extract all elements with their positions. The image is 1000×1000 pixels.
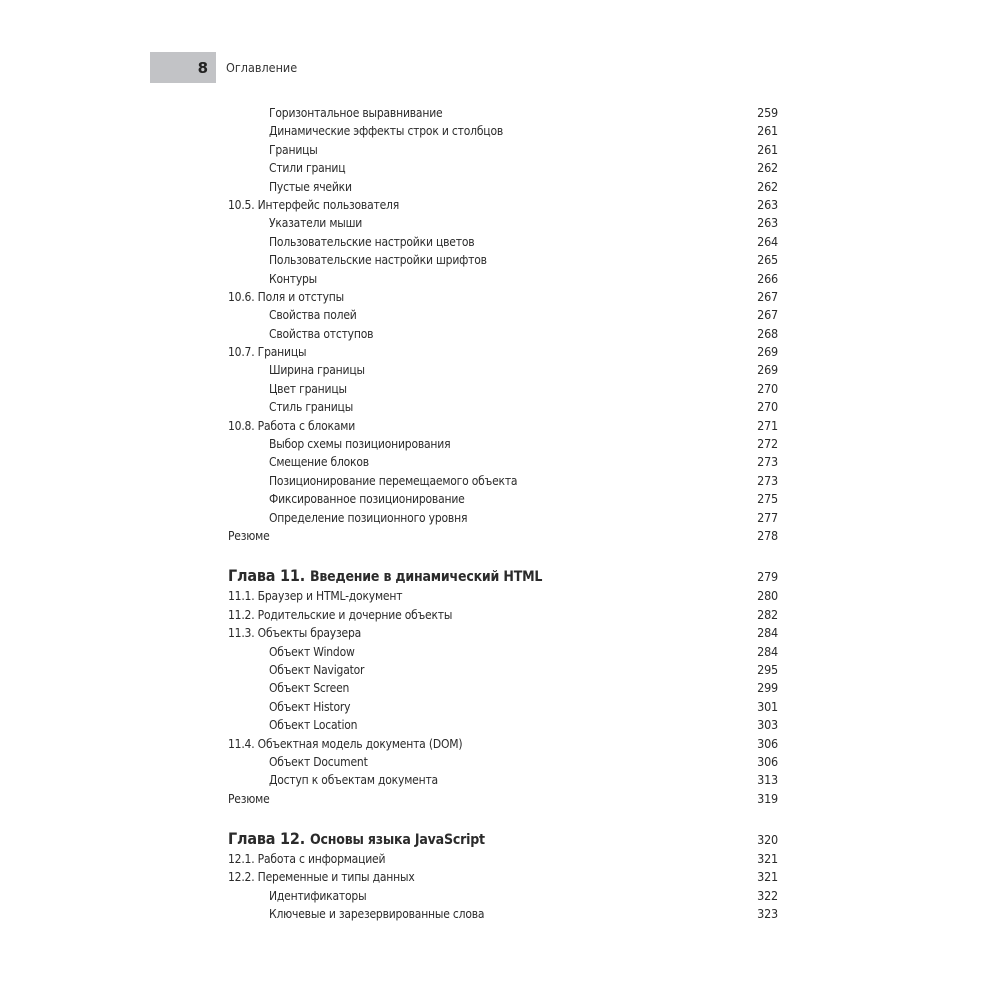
toc-subsection-entry[interactable] [228,679,778,697]
toc-entry-page: 273 [757,472,778,488]
toc-entry-title: Позиционирование перемещаемого объекта [269,473,518,488]
toc-entry-title: Контуры [269,271,317,286]
toc-entry-page: 263 [757,196,778,212]
chapter-spacer [228,545,778,565]
toc-subsection-entry[interactable] [228,178,778,196]
toc-entry-title: 12.1. Работа с информацией [228,852,386,867]
toc-entry-page: 303 [757,717,778,733]
toc-subsection-entry[interactable] [228,325,778,343]
toc-entry-page: 278 [757,527,778,543]
toc-subsection-entry[interactable] [228,716,778,734]
toc-subsection-entry[interactable] [228,159,778,177]
toc-entry-page: 321 [757,869,778,885]
toc-entry-page: 280 [757,588,778,604]
toc-section-entry[interactable] [228,343,778,361]
toc-subsection-entry[interactable] [228,435,778,453]
toc-subsection-entry[interactable] [228,698,778,716]
toc-entry-page: 322 [757,887,778,903]
toc-subsection-entry[interactable] [228,214,778,232]
toc-section-entry[interactable] [228,288,778,306]
toc-subsection-entry[interactable] [228,398,778,416]
toc-entry-page: 261 [757,123,778,139]
toc-subsection-entry[interactable] [228,141,778,159]
toc-entry-page: 284 [757,643,778,659]
toc-entry-page: 259 [757,105,778,120]
toc-section-entry[interactable] [228,868,778,886]
toc-entry-page: 313 [757,772,778,788]
toc-block-chapter-11 [228,587,778,808]
toc-entry-title: Указатели мыши [269,216,363,231]
toc-entry-title: 10.8. Работа с блоками [228,418,356,433]
toc-section-entry[interactable] [228,587,778,605]
toc-entry-page: 267 [757,288,778,304]
toc-entry-title: 11.2. Родительские и дочерние объекты [228,607,453,622]
toc-entry-page: 321 [757,851,778,867]
toc-entry-title: Пустые ячейки [269,179,352,194]
toc-entry-title [228,828,485,850]
toc-entry-page: 284 [757,625,778,641]
toc-entry-title: 10.6. Поля и отступы [228,289,344,304]
toc-subsection-entry[interactable] [228,771,778,789]
toc-section-entry[interactable] [228,196,778,214]
toc-entry-page: 270 [757,380,778,396]
toc-entry-title: Пользовательские настройки шрифтов [269,253,487,268]
toc-subsection-entry[interactable] [228,661,778,679]
chapter-label: Глава 12. [228,829,305,849]
toc-section-entry[interactable] [228,606,778,624]
toc-entry-page: 306 [757,753,778,769]
toc-entry-title: Пользовательские настройки цветов [269,234,475,249]
toc-subsection-entry[interactable] [228,306,778,324]
toc-entry-title: Горизонтальное выравнивание [269,106,443,120]
toc-entry-title: Границы [269,142,318,157]
toc-section-entry[interactable] [228,527,778,545]
toc-entry-title: Ключевые и зарезервированные слова [269,907,485,922]
toc-block-chapter-12 [228,850,778,924]
toc-subsection-entry[interactable] [228,905,778,923]
page-header [150,52,297,83]
toc-entry-title: Идентификаторы [269,888,367,903]
toc-entry-page: 301 [757,698,778,714]
toc-entry-page: 279 [757,569,778,585]
toc-entry-title: Объект Document [269,754,368,769]
toc-entry-page: 306 [757,735,778,751]
toc-entry-title: Объект Window [269,644,355,659]
toc-entry-page: 266 [757,270,778,286]
toc-entry-title: Свойства отступов [269,326,374,341]
toc-subsection-entry[interactable] [228,453,778,471]
toc-chapter-12[interactable] [228,828,778,850]
toc-entry-title: Объект Location [269,718,358,733]
toc-entry-title: Смещение блоков [269,455,369,470]
toc-section-entry[interactable] [228,850,778,868]
toc-entry-title: 11.4. Объектная модель документа (DOM) [228,736,463,751]
toc-entry-page: 273 [757,454,778,470]
toc-entry-page: 277 [757,509,778,525]
toc-chapter-11[interactable] [228,565,778,587]
table-of-contents [228,104,778,924]
toc-section-entry[interactable] [228,735,778,753]
toc-entry-page: 269 [757,344,778,360]
toc-entry-title: Фиксированное позиционирование [269,492,465,507]
toc-entry-title: Объект History [269,699,351,714]
running-header-title: Оглавление [226,60,298,75]
toc-entry-page: 299 [757,680,778,696]
toc-section-entry[interactable] [228,790,778,808]
toc-entry-title: 10.5. Интерфейс пользователя [228,197,400,212]
toc-entry-page: 269 [757,362,778,378]
toc-entry-title: 11.1. Браузер и HTML-документ [228,589,403,604]
toc-entry-title [228,565,542,587]
toc-entry-title: Доступ к объектам документа [269,773,438,788]
toc-entry-title: Ширина границы [269,363,365,378]
toc-entry-page: 275 [757,491,778,507]
toc-entry-page: 272 [757,436,778,452]
toc-subsection-entry[interactable] [228,251,778,269]
toc-entry-title: Цвет границы [269,381,347,396]
toc-subsection-entry[interactable] [228,472,778,490]
toc-entry-title: Объект Navigator [269,662,365,677]
toc-entry-page: 271 [757,417,778,433]
toc-entry-page: 262 [757,178,778,194]
page-number-box [150,52,216,83]
toc-block-chapter-10-continued [228,104,778,545]
toc-entry-title: Резюме [228,528,270,543]
toc-subsection-entry[interactable] [228,380,778,398]
page-number: 8 [197,58,208,77]
toc-subsection-entry[interactable] [228,509,778,527]
toc-entry-title: 10.7. Границы [228,345,307,360]
chapter-label: Глава 11. [228,566,305,586]
toc-entry-page: 267 [757,307,778,323]
toc-subsection-entry[interactable] [228,643,778,661]
toc-subsection-entry[interactable] [228,104,778,122]
toc-entry-page: 264 [757,233,778,249]
toc-entry-title: 11.3. Объекты браузера [228,626,362,641]
toc-entry-page: 295 [757,661,778,677]
toc-subsection-entry[interactable] [228,122,778,140]
toc-entry-page: 265 [757,252,778,268]
toc-entry-title: Стили границ [269,161,346,176]
toc-subsection-entry[interactable] [228,753,778,771]
toc-subsection-entry[interactable] [228,887,778,905]
toc-subsection-entry[interactable] [228,361,778,379]
toc-entry-page: 262 [757,160,778,176]
toc-entry-title: Объект Screen [269,681,350,696]
toc-entry-title: Стиль границы [269,400,354,415]
toc-entry-page: 323 [757,906,778,922]
toc-entry-title: Резюме [228,791,270,806]
chapter-spacer [228,808,778,828]
toc-entry-title: Динамические эффекты строк и столбцов [269,124,504,139]
toc-entry-page: 270 [757,399,778,415]
toc-entry-page: 320 [757,832,778,848]
toc-entry-title: 12.2. Переменные и типы данных [228,870,415,885]
toc-entry-page: 263 [757,215,778,231]
toc-entry-page: 268 [757,325,778,341]
toc-entry-title: Определение позиционного уровня [269,510,468,525]
toc-section-entry[interactable] [228,417,778,435]
toc-subsection-entry[interactable] [228,270,778,288]
chapter-title: Введение в динамический HTML [309,569,543,586]
toc-subsection-entry[interactable] [228,490,778,508]
toc-entry-page: 282 [757,606,778,622]
toc-entry-page: 319 [757,790,778,806]
chapter-title: Основы языка JavaScript [309,832,485,849]
toc-entry-title: Свойства полей [269,308,357,323]
toc-entry-title: Выбор схемы позиционирования [269,437,451,452]
toc-section-entry[interactable] [228,624,778,642]
toc-subsection-entry[interactable] [228,233,778,251]
toc-entry-page: 261 [757,141,778,157]
